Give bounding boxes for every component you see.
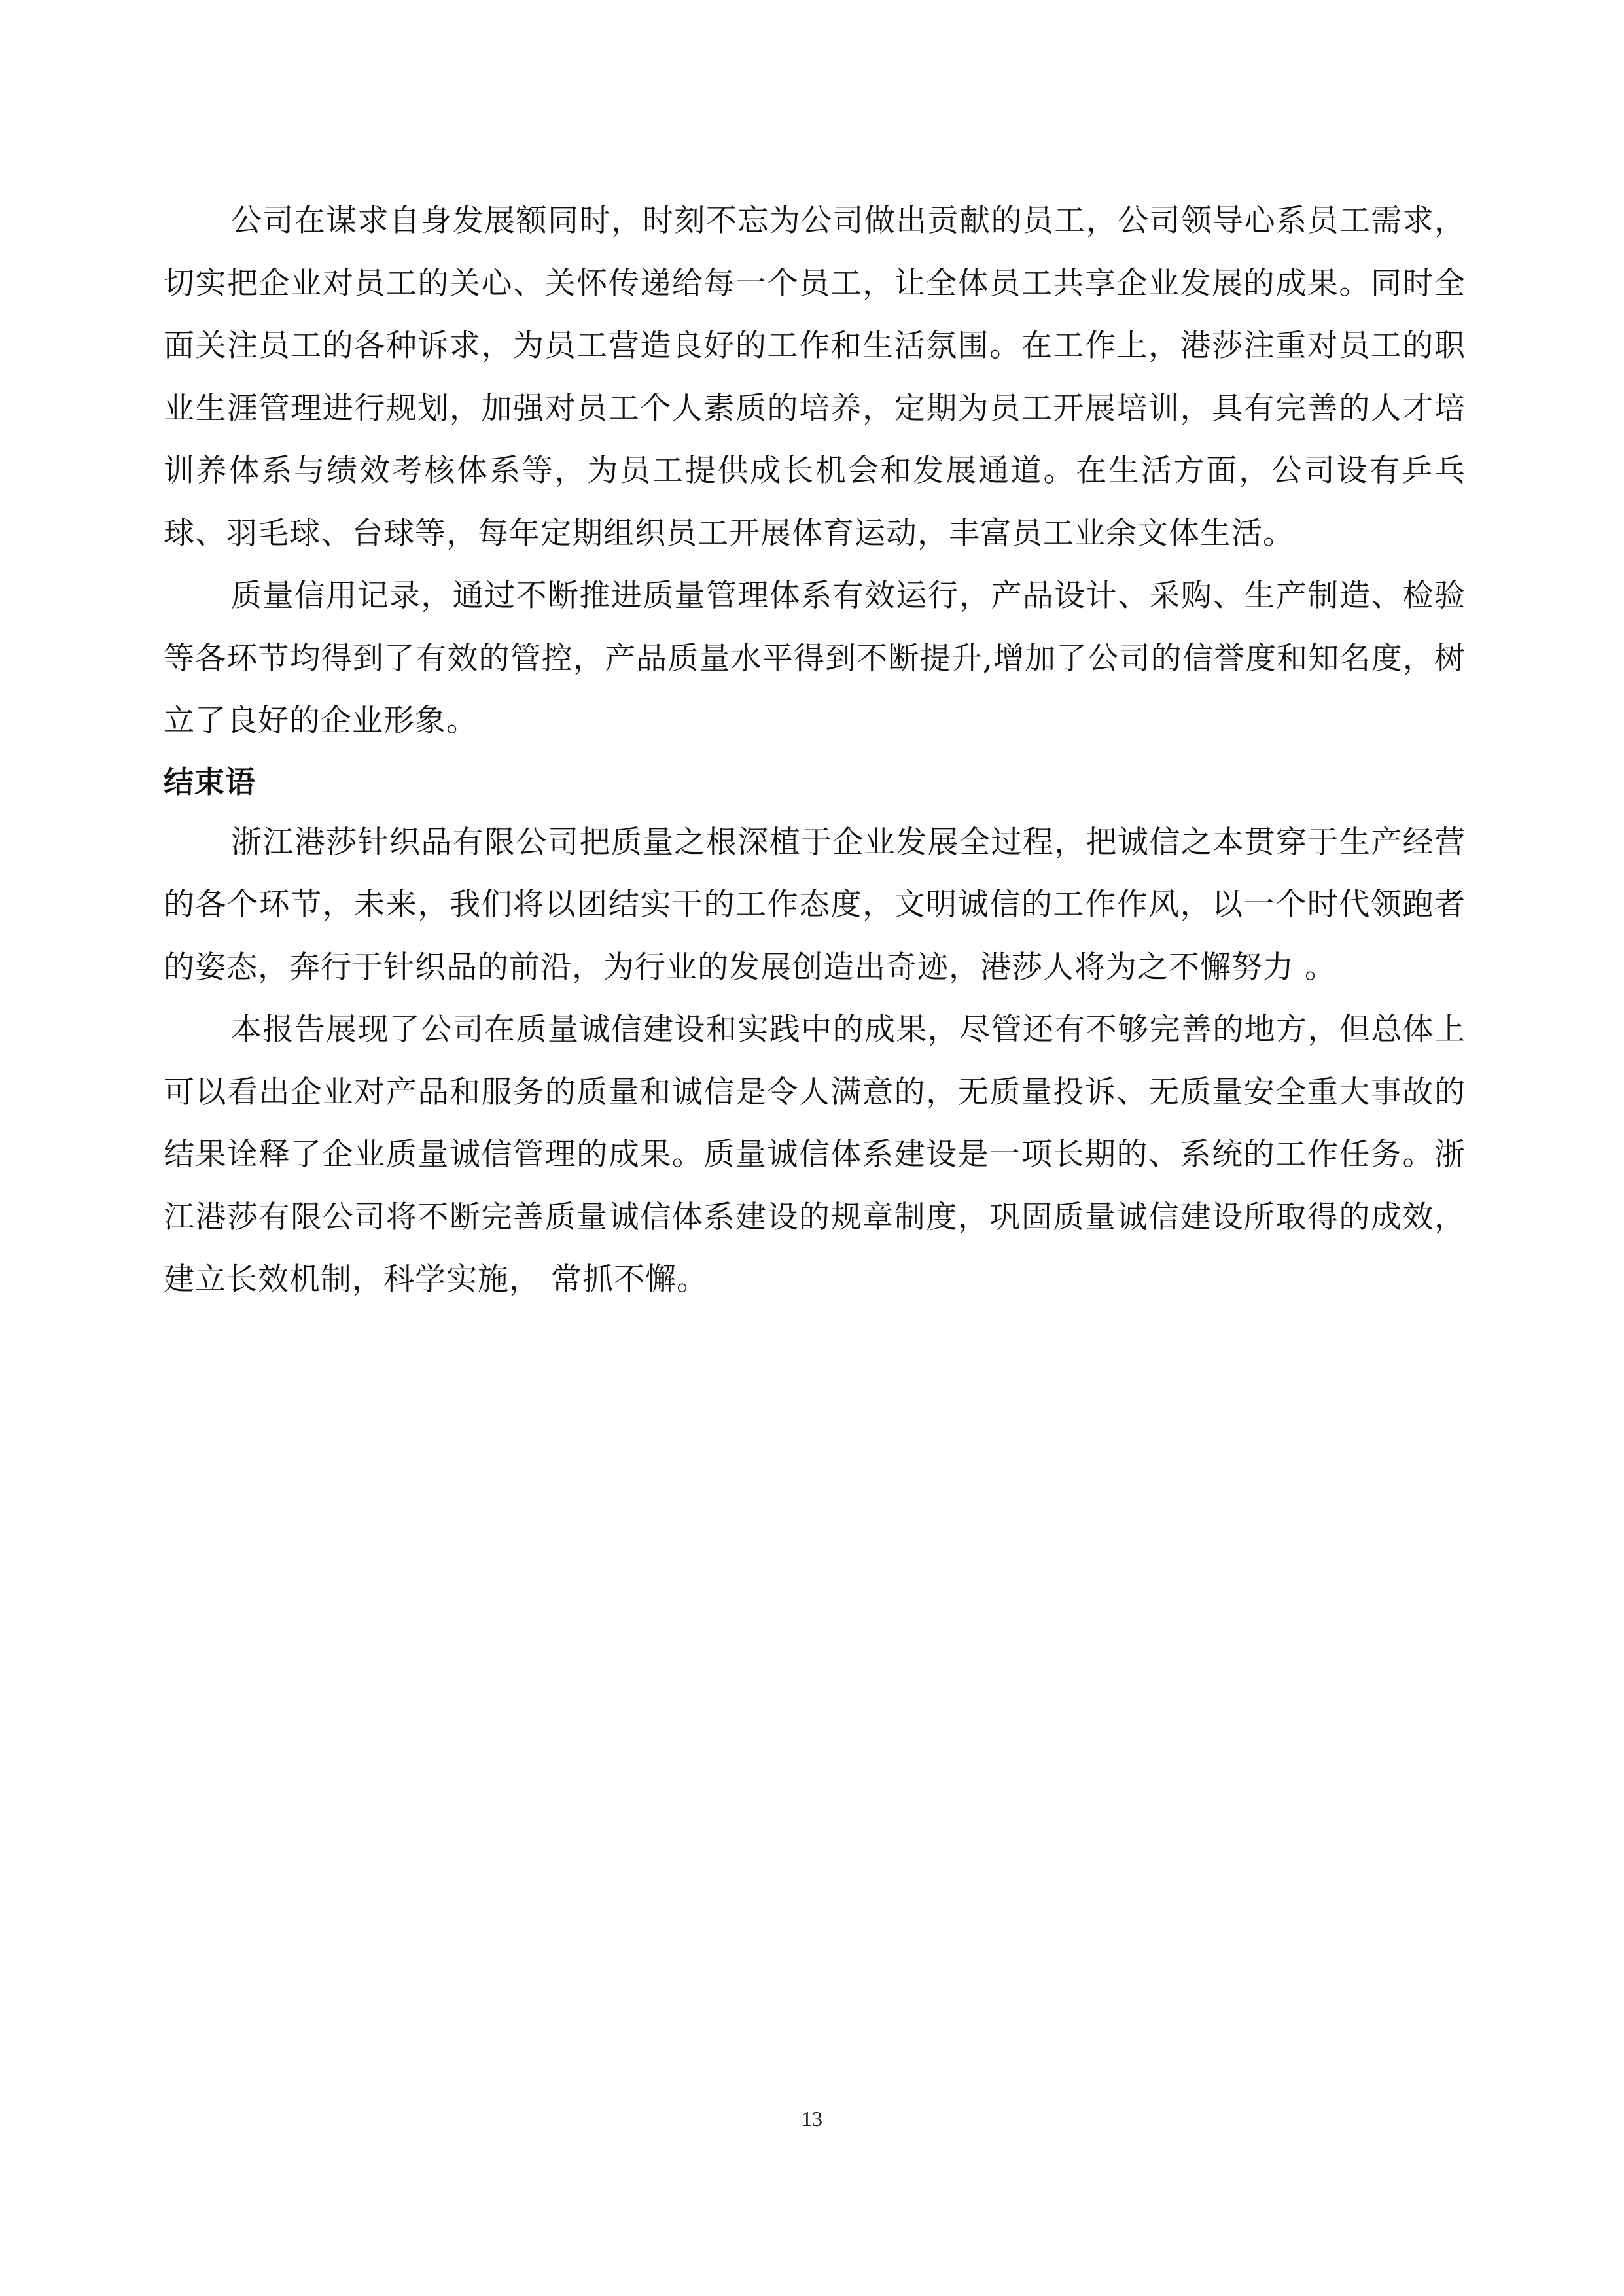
paragraph-employee-care: 公司在谋求自身发展额同时，时刻不忘为公司做出贡献的员工，公司领导心系员工需求，切实把企业对员工的关心、关怀传递给每一个员工，让全体员工共享企业发展的成果。同时全面关注员工的各种诉求，为员工营造良好的工作和生活氛围。在工作上，港莎注重对员工的职业生涯管理进行规划，加强对员工个人素质的培养，定期为员工开展培训，具有完善的人才培训养体系与绩效考核体系等，为员工提供成长机会和发展通道。在生活方面，公司设有乒乓球、羽毛球、台球等，每年定期组织员工开展体育运动，丰富员工业余文体生活。 xyxy=(164,203,1466,552)
page-number: 13 xyxy=(802,2107,822,2130)
paragraph-report-summary: 本报告展现了公司在质量诚信建设和实践中的成果，尽管还有不够完善的地方，但总体上可以看出企业对产品和服务的质量和诚信是令人满意的，无质量投诉、无质量安全重大事故的结果诠释了企业质量诚信管理的成果。质量诚信体系建设是一项长期的、系统的工作任务。浙江港莎有限公司将不断完善质量诚信体系建设的规章制度，巩固质量诚信建设所取得的成效，建立长效机制，科学实施， 常抓不懈。 xyxy=(164,1012,1466,1298)
paragraph-company-commitment: 浙江港莎针织品有限公司把质量之根深植于企业发展全过程，把诚信之本贯穿于生产经营的各个环节，未来，我们将以团结实干的工作态度，文明诚信的工作作风，以一个时代领跑者的姿态，奔行于针织品的前沿，为行业的发展创造出奇迹，港莎人将为之不懈努力 。 xyxy=(164,824,1466,985)
section-heading-conclusion: 结束语 xyxy=(164,764,256,800)
page-content xyxy=(164,190,1466,1311)
paragraph-quality-credit: 质量信用记录，通过不断推进质量管理体系有效运行，产品设计、采购、生产制造、检验等各环节均得到了有效的管控，产品质量水平得到不断提升,增加了公司的信誉度和知名度，树立了良好的企业形象。 xyxy=(164,578,1466,739)
